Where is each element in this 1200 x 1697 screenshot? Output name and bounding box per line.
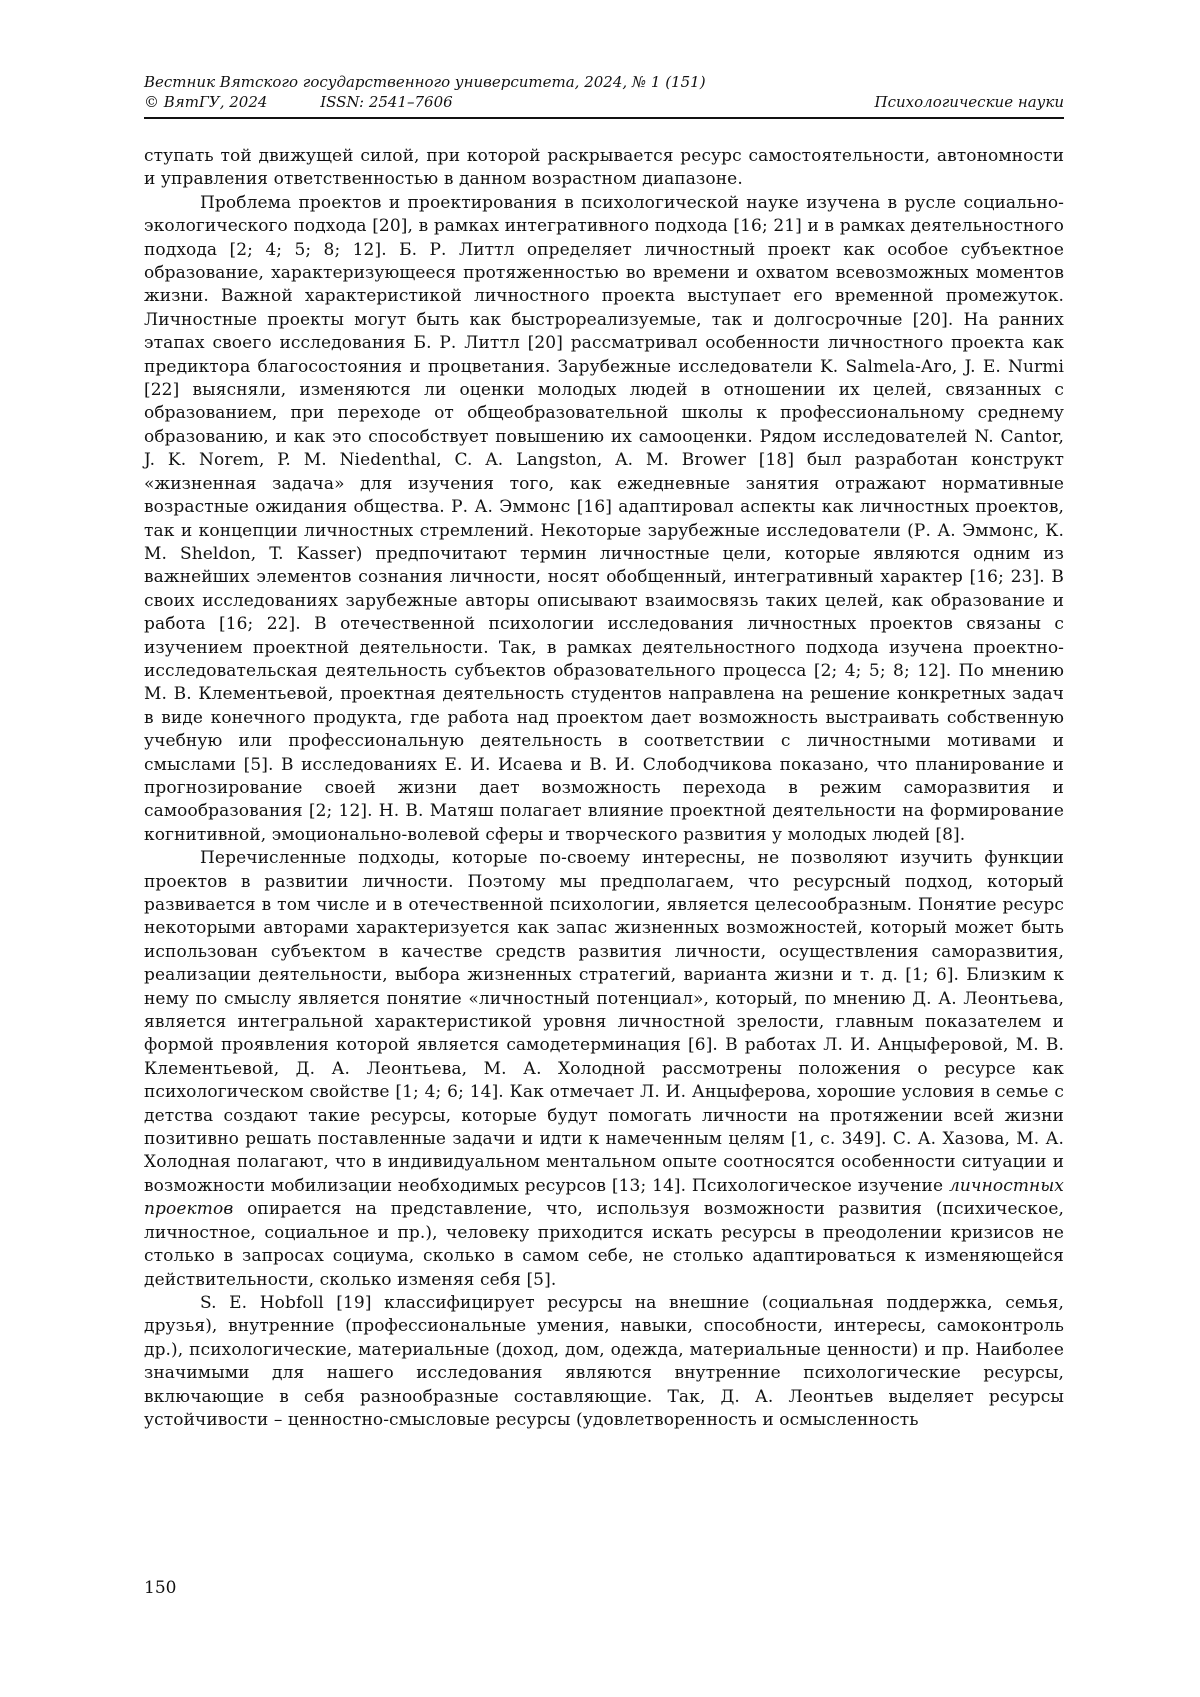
paragraph-resources-text-2: опирается на представление, что, используя возможности развития (психическое, личностное, социальное и пр.), человеку приходится искать ресурсы в преодолении кризисов не столько в запросах социума, сколько в самом себе, не столько адаптироваться к изменяющейся действительности, сколько изменяя себя [5]. <box>144 1199 1064 1290</box>
journal-title: Вестник Вятского государственного университета, 2024, № 1 (151) <box>144 73 706 91</box>
paragraph-continuation: ступать той движущей силой, при которой раскрывается ресурс самостоятельности, автономности и управления ответственностью в данном возрастном диапазоне. <box>144 146 1064 190</box>
issn-text: ISSN: 2541–7606 <box>320 93 453 111</box>
running-header <box>144 72 1064 112</box>
paragraph-projects: Проблема проектов и проектирования в психологической науке изучена в русле социально-экологического подхода [20], в рамках интегративного подхода [16; 21] и в рамках деятельностного подхода [2; 4; 5; 8; 12]. Б. Р. Литтл определяет личностный проект как особое субъектное образование, характеризующееся протяженностью во времени и охватом всевозможных моментов жизни. Важной характеристикой личностного проекта выступает его временной промежуток. Личностные проекты могут быть как быстрореализуемые, так и долгосрочные [20]. На ранних этапах своего исследования Б. Р. Литтл [20] рассматривал особенности личностного проекта как предиктора благосостояния и процветания. Зарубежные исследователи K. Salmela-Aro, J. E. Nurmi [22] выясняли, изменяются ли оценки молодых людей в отношении их целей, связанных с образованием, при переходе от общеобразовательной школы к профессиональному среднему образованию, и как это способствует повышению их самооценки. Рядом исследователей N. Cantor, J. K. Norem, P. M. Niedenthal, C. A. Langston, A. M. Brower [18] был разработан конструкт «жизненная задача» для изучения того, как ежедневные занятия отражают нормативные возрастные ожидания общества. Р. А. Эммонс [16] адаптировал аспекты как личностных проектов, так и концепции личностных стремлений. Некоторые зарубежные исследователи (Р. А. Эммонс, К. M. Sheldon, T. Kasser) предпочитают термин личностные цели, которые являются одним из важнейших элементов сознания личности, носят обобщенный, интегративный характер [16; 23]. В своих исследованиях зарубежные авторы описывают взаимосвязь таких целей, как образование и работа [16; 22]. В отечественной психологии исследования личностных проектов связаны с изучением проектной деятельности. Так, в рамках деятельностного подхода изучена проектно-исследовательская деятельность субъектов образовательного процесса [2; 4; 5; 8; 12]. По мнению М. В. Клементьевой, проектная деятельность студентов направлена на решение конкретных задач в виде конечного продукта, где работа над проектом дает возможность выстраивать собственную учебную или профессиональную деятельность в соответствии с личностными мотивами и смыслами [5]. В исследованиях Е. И. Исаева и В. И. Слободчикова показано, что планирование и прогнозирование своей жизни дает возможность перехода в режим саморазвития и самообразования [2; 12]. Н. В. Матяш полагает влияние проектной деятельности на формирование когнитивной, эмоционально-волевой сферы и творческого развития у молодых людей [8]. <box>144 192 1064 845</box>
paragraph-resources <box>144 847 1064 1292</box>
copyright-text: © ВятГУ, 2024 <box>144 93 268 111</box>
page-number: 150 <box>144 1578 177 1598</box>
paragraph-hobfoll: S. E. Hobfoll [19] классифицирует ресурсы на внешние (социальная поддержка, семья, друзья), внутренние (профессиональные умения, навыки, способности, интересы, самоконтроль др.), психологические, материальные (доход, дом, одежда, материальные ценности) и пр. Наиболее значимыми для нашего исследования являются внутренние психологические ресурсы, включающие в себя разнообразные составляющие. Так, Д. А. Леонтьев выделяет ресурсы устойчивости – ценностно-смысловые ресурсы (удовлетворенность и осмысленность <box>144 1292 1064 1430</box>
header-left-group <box>144 92 501 112</box>
section-title: Психологические науки <box>874 93 1064 111</box>
header-row-bottom <box>144 92 1064 112</box>
article-body <box>144 145 1064 1432</box>
italic-term: личностных проектов <box>144 1175 1064 1220</box>
paragraph-resources-text-1: Перечисленные подходы, которые по-своему интересны, не позволяют изучить функции проектов в развитии личности. Поэтому мы предполагаем, что ресурсный подход, который развивается в том числе и в отечественной психологии, является целесообразным. Понятие ресурс некоторыми авторами характеризуется как запас жизненных возможностей, который может быть использован субъектом в качестве средств развития личности, осуществления саморазвития, реализации деятельности, выбора жизненных стратегий, варианта жизни и т. д. [1; 6]. Близким к нему по смыслу является понятие «личностный потенциал», который, по мнению Д. А. Леонтьева, является интегральной характеристикой уровня личностной зрелости, главным показателем и формой проявления которой является самодетерминация [6]. В работах Л. И. Анцыферовой, М. В. Клементьевой, Д. А. Леонтьева, М. А. Холодной рассмотрены положения о ресурсе как психологическом свойстве [1; 4; 6; 14]. Как отмечает Л. И. Анцыферова, хорошие условия в семье с детства создают такие ресурсы, которые будут помогать личности на протяжении всей жизни позитивно решать поставленные задачи и идти к намеченным целям [1, с. 349]. С. А. Хазова, М. А. Холодная полагают, что в индивидуальном ментальном опыте соотносятся особенности ситуации и возможности мобилизации необходимых ресурсов [13; 14]. Психологическое изучение <box>144 848 1064 1196</box>
header-row-top <box>144 72 1064 92</box>
header-divider <box>144 117 1064 119</box>
